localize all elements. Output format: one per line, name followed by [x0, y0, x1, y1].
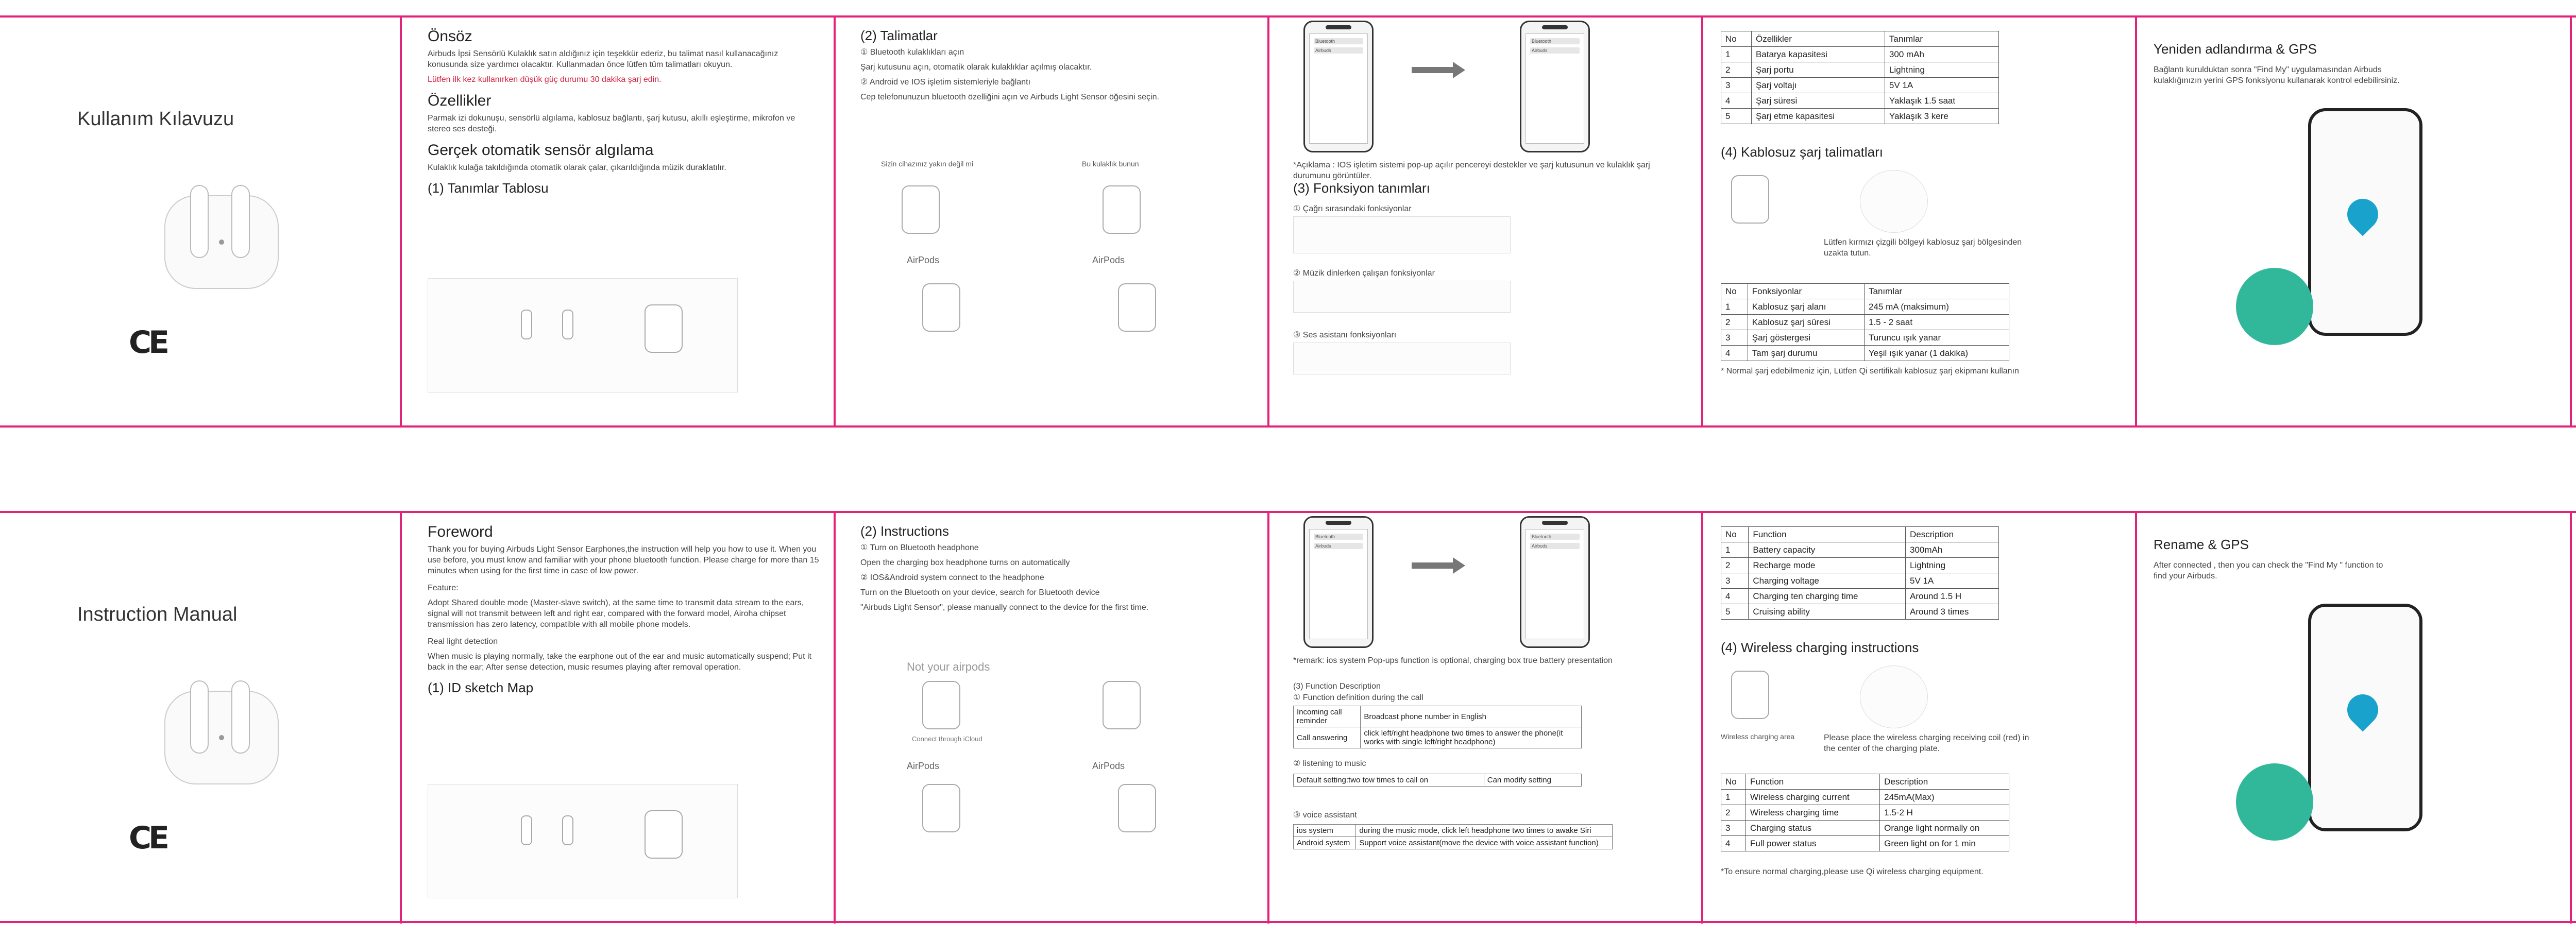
- airpods-label: AirPods: [1092, 761, 1125, 771]
- feature-text: Adopt Shared double mode (Master-slave switch), at the same time to transmit data stream to the ears, signal will not transmit between left and right ear, compared with the forward model, Airoha chipset transmission has zero latency, compatible with all mobile phone models.: [428, 599, 804, 629]
- ce-mark: CE: [129, 325, 167, 361]
- turkish-manual-sheet: [0, 0, 2576, 443]
- english-manual-sheet: [0, 496, 2576, 939]
- fold-line: [2570, 511, 2572, 924]
- foreword-warning: Lütfen ilk kez kullanırken düşük güç durumu 30 dakika şarj edin.: [428, 75, 662, 84]
- detection-text: When music is playing normally, take the earphone out of the ear and music automatically suspend; Put it back in the ear; After sense detection, music resumes playing after removal operation.: [428, 652, 811, 672]
- case-image: [922, 283, 960, 332]
- charging-pad-image: [1860, 170, 1928, 233]
- airpods-label: AirPods: [907, 255, 940, 265]
- not-your-label: Not your airpods: [907, 660, 990, 673]
- ce-mark: CE: [129, 820, 167, 856]
- function-item: ① Function definition during the call: [1293, 693, 1423, 702]
- gps-text: Bağlantı kurulduktan sonra "Find My" uygulamasından Airbuds kulaklığınızın yerini GPS fonksiyonu kullanarak kontrol edebilirsiniz.: [2154, 65, 2400, 85]
- functions-panel: [1293, 516, 1685, 924]
- find-my-icon: [2236, 268, 2313, 345]
- instruction-line: Open the charging box headphone turns on automatically: [860, 558, 1070, 567]
- wireless-caption: Please place the wireless charging receiving coil (red) in the center of the charging plate.: [1824, 733, 2029, 753]
- cover-title: Kullanım Kılavuzu: [77, 108, 234, 130]
- battery-table: No Özellikler Tanımlar 1 Batarya kapasitesi 300 mAh 2 Şarj portu Lightning 3 Şarj voltajı 5V 1A 4 Şarj süresi Yaklaşık 1.5 saat 5 Şarj etme kapasitesi Yaklaşık 3 kere: [1721, 31, 1999, 124]
- case-image: [1731, 175, 1769, 224]
- function-table: [1293, 281, 1511, 313]
- phone-screenshot: Bluetooth Airbuds: [1303, 516, 1374, 648]
- function-title: (3) Fonksiyon tanımları: [1293, 180, 1430, 196]
- case-image: [1103, 681, 1141, 729]
- ios-note: *Açıklama : IOS işletim sistemi pop-up açılır pencereyi destekler ve şarj kutusunun ve kulaklık şarj durumunu görüntüler.: [1293, 161, 1650, 180]
- sheet-gap: [0, 443, 2576, 496]
- instruction-line: Şarj kutusunu açın, otomatik olarak kulaklıklar açılmış olacaktır.: [860, 63, 1092, 72]
- gps-title: Yeniden adlandırma & GPS: [2154, 41, 2317, 57]
- wireless-caption: Lütfen kırmızı çizgili bölgeyi kablosuz şarj bölgesinden uzakta tutun.: [1824, 238, 2022, 258]
- cover-panel: [0, 516, 400, 924]
- top-border: [0, 15, 2576, 18]
- call-table: Incoming call reminder Broadcast phone number in English Call answering click left/right headphone two times to answer the phone(it works with single left/right headphone): [1293, 706, 1582, 748]
- function-item: ① Çağrı sırasındaki fonksiyonlar: [1293, 204, 1412, 213]
- phone-screenshot: Bluetooth Airbuds: [1520, 516, 1590, 648]
- earbud-right-image: [562, 310, 573, 339]
- fold-line: [1267, 511, 1269, 924]
- case-image: [1118, 784, 1156, 832]
- features-title: Özellikler: [428, 92, 492, 109]
- top-border: [0, 511, 2576, 513]
- case-image: [922, 784, 960, 832]
- case-image: [1731, 671, 1769, 719]
- fold-line: [834, 511, 836, 924]
- earbud-left-image: [521, 310, 532, 339]
- function-item: ② Müzik dinlerken çalışan fonksiyonlar: [1293, 269, 1435, 278]
- sensor-text: Kulaklık kulağa takıldığında otomatik olarak çalar, çıkarıldığında müzik duraklatılır.: [428, 163, 726, 172]
- earbuds-image: [155, 671, 289, 794]
- function-item: ② listening to music: [1293, 759, 1366, 768]
- charging-pad-image: [1860, 665, 1928, 728]
- earbud-diagram: [428, 278, 738, 392]
- diagram-title: (1) Tanımlar Tablosu: [428, 180, 549, 196]
- instruction-line: Turn on the Bluetooth on your device, search for Bluetooth device: [860, 588, 1100, 597]
- phone-map-image: [2308, 108, 2422, 336]
- function-item: ③ Ses asistanı fonksiyonları: [1293, 331, 1397, 339]
- instructions-title: (2) Talimatlar: [860, 28, 938, 43]
- cover-title: Instruction Manual: [77, 604, 238, 625]
- functions-panel: [1293, 21, 1685, 428]
- instruction-line: ② Android ve IOS işletim sistemleriyle bağlantı: [860, 78, 1031, 87]
- fold-line: [2570, 15, 2572, 428]
- foreword-title: Foreword: [428, 523, 493, 540]
- sketch-title: (1) ID sketch Map: [428, 680, 534, 695]
- gps-text: After connected , then you can check the "Find My " function to find your Airbuds.: [2154, 561, 2383, 581]
- feature-title: Feature:: [428, 584, 459, 592]
- instruction-line: "Airbuds Light Sensor", please manually connect to the device for the first time.: [860, 603, 1149, 612]
- case-image: [645, 304, 683, 353]
- function-table: [1293, 343, 1511, 374]
- case-image: [1103, 185, 1141, 234]
- sensor-title: Gerçek otomatik sensör algılama: [428, 142, 654, 159]
- wireless-area-label: Wireless charging area: [1721, 732, 1795, 741]
- cover-panel: [0, 21, 400, 428]
- phone-map-image: [2308, 604, 2422, 831]
- gps-title: Rename & GPS: [2154, 537, 2249, 552]
- phone-screenshot: Bluetooth Airbuds: [1520, 21, 1590, 152]
- foreword-text: Thank you for buying Airbuds Light Sensor Earphones,the instruction will help you how to use it. When you use before, you must know and familiar with your phone bluetooth function. Please charge for more than 15 minutes when using for the first time in case of low power.: [428, 545, 819, 575]
- instruction-line: ② IOS&Android system connect to the headphone: [860, 573, 1044, 582]
- case-image: [902, 185, 940, 234]
- wireless-note: *To ensure normal charging,please use Qi wireless charging equipment.: [1721, 867, 1984, 876]
- function-title: (3) Function Description: [1293, 682, 1381, 691]
- foreword-panel: [428, 516, 819, 924]
- battery-panel: [1721, 516, 2123, 924]
- earbud-left-image: [521, 815, 532, 845]
- fold-line: [400, 511, 402, 924]
- function-item: ③ voice assistant: [1293, 811, 1357, 820]
- function-table: [1293, 216, 1511, 253]
- instructions-panel: [860, 21, 1252, 428]
- instructions-panel: [860, 516, 1252, 924]
- wireless-title: (4) Kablosuz şarj talimatları: [1721, 144, 1883, 160]
- connect-label-2: Bu kulaklık bunun: [1082, 160, 1139, 168]
- instruction-line: ① Turn on Bluetooth headphone: [860, 543, 979, 552]
- ios-note: *remark: ios system Pop-ups function is optional, charging box true battery presentation: [1293, 656, 1613, 665]
- fold-line: [400, 15, 402, 428]
- case-image: [922, 681, 960, 729]
- earbuds-image: [155, 175, 289, 299]
- arrow-icon: [1412, 67, 1453, 73]
- fold-line: [834, 15, 836, 428]
- wireless-note: * Normal şarj edebilmeniz için, Lütfen Qi sertifikalı kablosuz şarj ekipmanı kullanın: [1721, 367, 2019, 375]
- gps-panel: [2154, 516, 2555, 924]
- case-image: [1118, 283, 1156, 332]
- gps-panel: [2154, 21, 2555, 428]
- foreword-title: Önsöz: [428, 28, 472, 45]
- earbud-diagram: [428, 784, 738, 898]
- features-text: Parmak izi dokunuşu, sensörlü algılama, kablosuz bağlantı, şarj kutusu, akıllı eşleştirme, mikrofon ve stereo ses desteği.: [428, 114, 795, 133]
- battery-table: No Function Description 1 Battery capacity 300mAh 2 Recharge mode Lightning 3 Charging voltage 5V 1A 4 Charging ten charging time Around 1.5 H 5 Cruising ability Around 3 times: [1721, 526, 1999, 620]
- fold-line: [2135, 15, 2137, 428]
- instruction-line: ① Bluetooth kulaklıkları açın: [860, 48, 964, 57]
- battery-panel: [1721, 21, 2123, 428]
- fold-line: [1701, 15, 1703, 428]
- airpods-label: AirPods: [907, 761, 940, 771]
- case-image: [645, 810, 683, 859]
- fold-line: [2135, 511, 2137, 924]
- fold-line: [1701, 511, 1703, 924]
- wireless-table: No Function Description 1 Wireless charging current 245mA(Max) 2 Wireless charging time 1.5-2 H 3 Charging status Orange light normally on 4 Full power status Green light on for 1 min: [1721, 774, 2009, 851]
- instruction-line: Cep telefonunuzun bluetooth özelliğini açın ve Airbuds Light Sensor öğesini seçin.: [860, 93, 1159, 101]
- wireless-title: (4) Wireless charging instructions: [1721, 640, 1919, 655]
- fold-line: [1267, 15, 1269, 428]
- instructions-title: (2) Instructions: [860, 523, 949, 539]
- find-my-icon: [2236, 763, 2313, 841]
- phone-screenshot: Bluetooth Airbuds: [1303, 21, 1374, 152]
- music-table: Default setting:two tow times to call on Can modify setting: [1293, 774, 1582, 787]
- connect-label: Connect through iCloud: [912, 735, 982, 743]
- detection-title: Real light detection: [428, 637, 498, 646]
- foreword-text: Airbuds İpsi Sensörlü Kulaklık satın aldığınız için teşekkür ederiz, bu talimat nasıl kullanacağınız konusunda size yardımcı olacaktır. Kullanmadan önce lütfen tüm talimatları okuyun.: [428, 49, 778, 69]
- connect-label-1: Sizin cihazınız yakın değil mi: [881, 160, 973, 168]
- foreword-panel: [428, 21, 819, 428]
- wireless-table: No Fonksiyonlar Tanımlar 1 Kablosuz şarj alanı 245 mA (maksimum) 2 Kablosuz şarj süresi 1.5 - 2 saat 3 Şarj göstergesi Turuncu ışık yanar 4 Tam şarj durumu Yeşil ışık yanar (1 dakika): [1721, 283, 2009, 361]
- earbud-right-image: [562, 815, 573, 845]
- arrow-icon: [1412, 562, 1453, 569]
- voice-table: ios system during the music mode, click left headphone two times to awake Siri Android system Support voice assistant(move the device with voice assistant function): [1293, 824, 1613, 849]
- airpods-label: AirPods: [1092, 255, 1125, 265]
